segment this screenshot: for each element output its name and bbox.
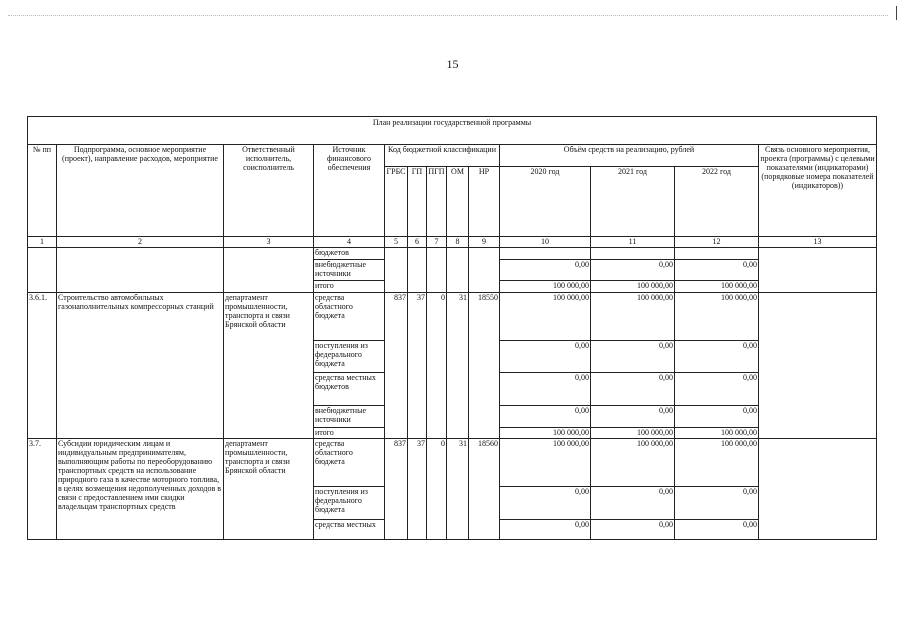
value-2021: 0,00 bbox=[591, 341, 675, 373]
code-grbs: 837 bbox=[385, 439, 408, 540]
col-number: 5 bbox=[385, 237, 408, 248]
code-grbs: 837 bbox=[385, 293, 408, 439]
cell-empty bbox=[408, 248, 427, 293]
source-cell: средства местных bbox=[314, 520, 385, 540]
cell-empty bbox=[28, 248, 57, 293]
value-2021: 0,00 bbox=[591, 260, 675, 281]
value-2022: 100 000,00 bbox=[675, 439, 759, 487]
value-2020: 0,00 bbox=[500, 373, 591, 406]
value-2021: 100 000,00 bbox=[591, 281, 675, 293]
cell-empty bbox=[759, 248, 877, 293]
value-2022: 0,00 bbox=[675, 487, 759, 520]
col-number: 8 bbox=[447, 237, 469, 248]
header-nr: НР bbox=[469, 167, 500, 237]
table-row bbox=[28, 248, 877, 260]
value-2020: 100 000,00 bbox=[500, 428, 591, 439]
value-2020: 0,00 bbox=[500, 260, 591, 281]
cell-empty bbox=[385, 248, 408, 293]
value-2022: 0,00 bbox=[675, 260, 759, 281]
header-volume: Объём средств на реализацию, рублей bbox=[500, 145, 759, 167]
source-cell: бюджетов bbox=[314, 248, 385, 260]
header-grbs: ГРБС bbox=[385, 167, 408, 237]
value-2021: 0,00 bbox=[591, 520, 675, 540]
col-number: 1 bbox=[28, 237, 57, 248]
col-number: 9 bbox=[469, 237, 500, 248]
header-indicators-link: Связь основного мероприятия, проекта (программы) с целевыми показателями (индикаторами) (порядковые номера показателей (индикаторов)) bbox=[759, 145, 877, 237]
value-2022: 0,00 bbox=[675, 406, 759, 428]
item-name: Субсидии юридическим лицам и индивидуальным предпринимателям, выполняющим работы по переоборудованию транспортных средств на использование природного газа в качестве моторного топлива, в целях возмещения недополученных доходов в связи с предоставлением ими скидки владельцам транспортных средств bbox=[57, 439, 224, 540]
code-nr: 18550 bbox=[469, 293, 500, 439]
cell-empty bbox=[469, 248, 500, 293]
cell-empty bbox=[224, 248, 314, 293]
table-row bbox=[28, 439, 877, 487]
value-2022: 100 000,00 bbox=[675, 281, 759, 293]
value-2020: 0,00 bbox=[500, 520, 591, 540]
code-gp: 37 bbox=[408, 293, 427, 439]
header-2020: 2020 год bbox=[500, 167, 591, 237]
code-pgp: 0 bbox=[427, 293, 447, 439]
col-number: 3 bbox=[224, 237, 314, 248]
item-responsible: департамент промышленности, транспорта и связи Брянской области bbox=[224, 439, 314, 540]
header-pgp: ПГП bbox=[427, 167, 447, 237]
value-2022: 100 000,00 bbox=[675, 428, 759, 439]
header-source: Источник финансового обеспечения bbox=[314, 145, 385, 237]
code-pgp: 0 bbox=[427, 439, 447, 540]
source-cell: итого bbox=[314, 281, 385, 293]
source-cell: внебюджетные источники bbox=[314, 260, 385, 281]
value-2021: 0,00 bbox=[591, 406, 675, 428]
header-program: Подпрограмма, основное мероприятие (проект), направление расходов, мероприятие bbox=[57, 145, 224, 237]
value-2021: 100 000,00 bbox=[591, 293, 675, 341]
value-2022: 100 000,00 bbox=[675, 293, 759, 341]
header-num: № пп bbox=[28, 145, 57, 237]
value-2022: 0,00 bbox=[675, 341, 759, 373]
scan-edge-mark bbox=[896, 6, 897, 20]
source-cell: средства местных бюджетов bbox=[314, 373, 385, 406]
header-om: ОМ bbox=[447, 167, 469, 237]
value-2020: 0,00 bbox=[500, 487, 591, 520]
col-number: 12 bbox=[675, 237, 759, 248]
value-2022: 0,00 bbox=[675, 373, 759, 406]
scan-dotted-line bbox=[8, 15, 888, 18]
value-2020: 100 000,00 bbox=[500, 293, 591, 341]
value-2020: 0,00 bbox=[500, 406, 591, 428]
cell-empty bbox=[759, 293, 877, 439]
source-cell: средства областного бюджета bbox=[314, 439, 385, 487]
col-number: 11 bbox=[591, 237, 675, 248]
table-title: План реализации государственной программы bbox=[28, 117, 877, 145]
col-number: 6 bbox=[408, 237, 427, 248]
item-name: Строительство автомобильных газонаполнительных компрессорных станций bbox=[57, 293, 224, 439]
cell-empty bbox=[427, 248, 447, 293]
table-row bbox=[28, 293, 877, 341]
header-2021: 2021 год bbox=[591, 167, 675, 237]
col-number: 7 bbox=[427, 237, 447, 248]
item-number: 3.7. bbox=[28, 439, 57, 540]
column-number-row bbox=[28, 237, 877, 248]
header-gp: ГП bbox=[408, 167, 427, 237]
header-2022: 2022 год bbox=[675, 167, 759, 237]
col-number: 4 bbox=[314, 237, 385, 248]
page-number: 15 bbox=[446, 57, 459, 71]
value-2021: 0,00 bbox=[591, 373, 675, 406]
source-cell: внебюджетные источники bbox=[314, 406, 385, 428]
value-2021: 0,00 bbox=[591, 487, 675, 520]
value-2021: 100 000,00 bbox=[591, 439, 675, 487]
item-responsible: департамент промышленности, транспорта и связи Брянской области bbox=[224, 293, 314, 439]
code-om: 31 bbox=[447, 439, 469, 540]
header-budget-code: Код бюджетной классификации bbox=[385, 145, 500, 167]
source-cell: поступления из федерального бюджета bbox=[314, 487, 385, 520]
value-2020: 100 000,00 bbox=[500, 439, 591, 487]
source-cell: средства областного бюджета bbox=[314, 293, 385, 341]
code-gp: 37 bbox=[408, 439, 427, 540]
col-number: 2 bbox=[57, 237, 224, 248]
source-cell: поступления из федерального бюджета bbox=[314, 341, 385, 373]
value-2020: 100 000,00 bbox=[500, 281, 591, 293]
program-plan-table bbox=[27, 116, 877, 540]
value-2021: 100 000,00 bbox=[591, 428, 675, 439]
value-2021 bbox=[591, 248, 675, 260]
col-number: 13 bbox=[759, 237, 877, 248]
value-2022 bbox=[675, 248, 759, 260]
cell-empty bbox=[57, 248, 224, 293]
header-responsible: Ответственный исполнитель, соисполнитель bbox=[224, 145, 314, 237]
code-nr: 18560 bbox=[469, 439, 500, 540]
col-number: 10 bbox=[500, 237, 591, 248]
code-om: 31 bbox=[447, 293, 469, 439]
cell-empty bbox=[759, 439, 877, 540]
item-number: 3.6.1. bbox=[28, 293, 57, 439]
value-2022: 0,00 bbox=[675, 520, 759, 540]
value-2020 bbox=[500, 248, 591, 260]
cell-empty bbox=[447, 248, 469, 293]
source-cell: итого bbox=[314, 428, 385, 439]
value-2020: 0,00 bbox=[500, 341, 591, 373]
